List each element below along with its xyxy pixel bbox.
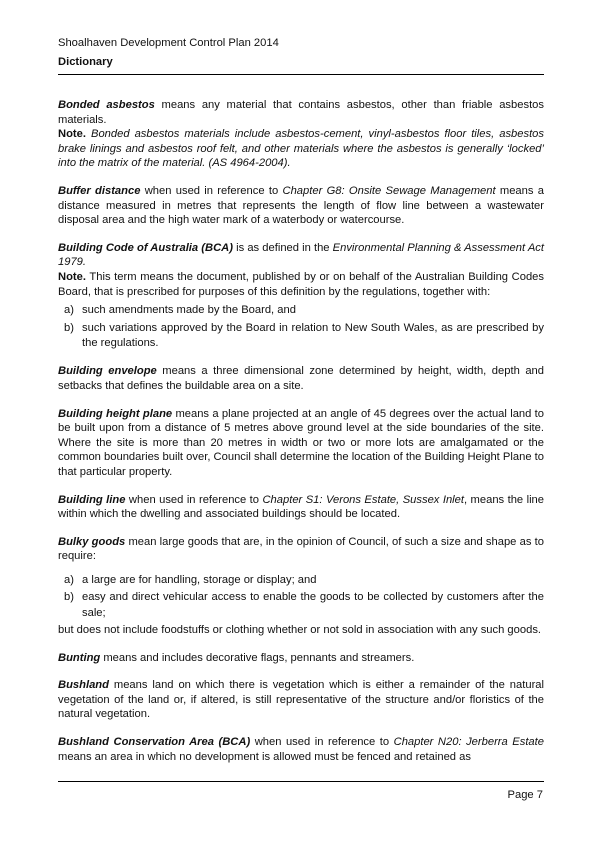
definition: means a distance measured in metres that represents the length of flow line between a wastewater disposal area and the high water mark of a waterbody or watercourse. bbox=[58, 184, 544, 227]
list-item bbox=[58, 303, 544, 318]
list-item-text: easy and direct vehicular access to enable the goods to be collected by customers after the sale; bbox=[82, 591, 544, 619]
act-reference: Environmental Planning & Assessment Act 1979. bbox=[58, 241, 544, 269]
footer-divider bbox=[58, 781, 544, 782]
page-header bbox=[58, 36, 544, 69]
definition-after: but does not include foodstuffs or clothing whether or not sold in association with any such goods. bbox=[58, 624, 542, 637]
list-item-text: a large are for handling, storage or display; and bbox=[82, 573, 317, 586]
term: Building Code of Australia (BCA) bbox=[58, 241, 233, 254]
term: Building envelope bbox=[58, 365, 157, 378]
definition: , means the line within which the dwelling and associated buildings should be located. bbox=[58, 493, 544, 521]
term: Bushland Conservation Area (BCA) bbox=[58, 736, 251, 749]
definition-pre: is as defined in the bbox=[232, 241, 333, 254]
term: Bushland bbox=[58, 679, 109, 692]
list-item bbox=[58, 573, 544, 588]
entry-bushland-conservation-area bbox=[58, 735, 544, 764]
term: Buffer distance bbox=[58, 184, 141, 197]
note-text: This term means the document, published by or on behalf of the Australian Building Codes Board, that is prescribed for purposes of this definition by the regulations, together with: bbox=[58, 270, 544, 298]
definition-pre: when used in reference to bbox=[250, 736, 394, 749]
entry-buffer-distance bbox=[58, 184, 544, 228]
entry-bulky-goods bbox=[58, 535, 544, 638]
definition: means and includes decorative flags, pennants and streamers. bbox=[100, 651, 415, 664]
term: Building height plane bbox=[58, 407, 173, 420]
header-divider bbox=[58, 74, 544, 75]
entry-building-height-plane bbox=[58, 407, 544, 480]
list-marker: a) bbox=[64, 573, 74, 586]
definition-pre: when used in reference to bbox=[125, 493, 263, 506]
definition: means an area in which no development is allowed must be fenced and retained as bbox=[58, 750, 471, 763]
list-item-text: such amendments made by the Board, and bbox=[82, 304, 296, 317]
list-marker: b) bbox=[64, 321, 74, 334]
list-marker: a) bbox=[64, 304, 74, 317]
entry-bunting bbox=[58, 651, 544, 666]
definition: means a three dimensional zone determined by height, width, depth and setbacks that defines the buildable area on a site. bbox=[58, 365, 544, 392]
dictionary-content bbox=[58, 98, 544, 777]
section-title: Dictionary bbox=[58, 56, 113, 68]
term: Bonded asbestos bbox=[58, 99, 155, 111]
term: Bulky goods bbox=[58, 535, 126, 548]
entry-building-line bbox=[58, 493, 544, 522]
note-text: Bonded asbestos materials include asbestos-cement, vinyl-asbestos floor tiles, asbestos brake linings and asbestos roof felt, and other materials where the asbestos is generally ‘locked’ into the matrix of the material. (AS 4964-2004). bbox=[58, 128, 544, 170]
chapter-reference: Chapter N20: Jerberra Estate bbox=[393, 736, 544, 749]
bulky-goods-list bbox=[58, 573, 544, 621]
chapter-reference: Chapter G8: Onsite Sewage Management bbox=[282, 184, 496, 197]
term: Building line bbox=[58, 493, 126, 506]
entry-bushland bbox=[58, 678, 544, 722]
definition-pre: when used in reference to bbox=[140, 184, 283, 197]
note-label: Note. bbox=[58, 128, 86, 141]
entry-building-envelope bbox=[58, 364, 544, 393]
definition: means a plane projected at an angle of 45 degrees over the actual land to be built upon from a distance of 5 metres above ground level at the side boundaries of the site. Where the site is more than 20 metres in width or two or more lots are amalgamated or the common boundaries built over, Council shall determine the location of the Building Height Plane to that particular property. bbox=[58, 407, 544, 478]
definition: means any material that contains asbestos, other than friable asbestos materials. bbox=[58, 99, 544, 126]
chapter-reference: Chapter S1: Verons Estate, Sussex Inlet bbox=[262, 493, 464, 506]
definition: means land on which there is vegetation which is either a remainder of the natural vegetation of the land or, if altered, is still representative of the structure and/or floristics of the natural vegetation. bbox=[58, 679, 544, 721]
entry-bonded-asbestos bbox=[58, 98, 544, 171]
entry-building-code bbox=[58, 241, 544, 352]
bca-list bbox=[58, 303, 544, 351]
definition: mean large goods that are, in the opinion of Council, of such a size and shape as to require: bbox=[58, 535, 544, 563]
list-marker: b) bbox=[64, 591, 74, 604]
list-item bbox=[58, 590, 544, 621]
plan-title: Shoalhaven Development Control Plan 2014 bbox=[58, 37, 279, 49]
list-item-text: such variations approved by the Board in relation to New South Wales, as are prescribed by the regulations. bbox=[82, 321, 544, 349]
list-item bbox=[58, 321, 544, 352]
note-label: Note. bbox=[58, 270, 86, 283]
page-number: Page 7 bbox=[507, 789, 543, 801]
term: Bunting bbox=[58, 651, 101, 664]
